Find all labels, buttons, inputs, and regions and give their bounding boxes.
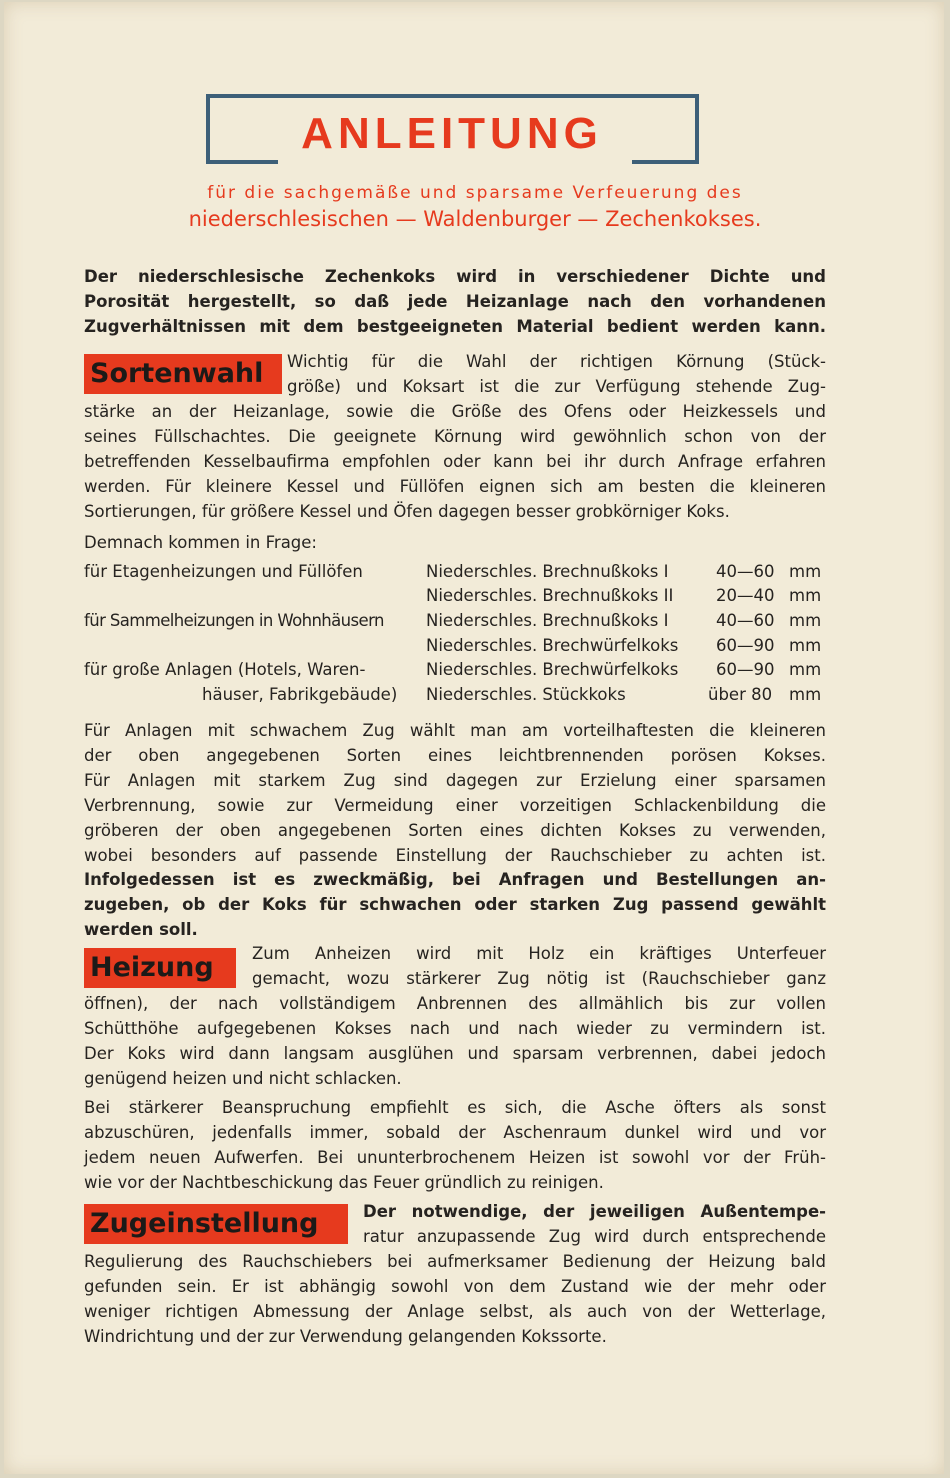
table-cell-size: 40—60 — [716, 611, 775, 630]
paragraph-line: werden soll. — [84, 920, 198, 939]
table-cell-product: Niederschles. Brechnußkoks II — [426, 586, 674, 605]
paragraph-line: größe) und Koksart ist die zur Verfügung stehende Zug- — [287, 377, 826, 396]
paragraph-line: wie vor der Nachtbeschickung das Feuer gründlich zu reinigen. — [84, 1173, 604, 1192]
table-cell-product: Niederschles. Brechwürfelkoks — [426, 636, 679, 655]
paragraph-line: werden. Für kleinere Kessel und Füllöfen eignen sich am besten die kleineren — [84, 477, 826, 496]
page-title: ANLEITUNG — [301, 109, 603, 158]
paragraph-line: weniger richtigen Abmessung der Anlage selbst, als auch von der Wetterlage, — [84, 1302, 826, 1321]
table-cell-size: 40—60 — [716, 562, 775, 581]
table-cell-product: Niederschles. Brechwürfelkoks — [426, 660, 679, 679]
table-cell-product: Niederschles. Brechnußkoks I — [426, 611, 669, 630]
intro-line: Porosität hergestellt, so daß jede Heizanlage nach den vorhandenen — [84, 292, 826, 311]
table-cell-size: 20—40 — [716, 586, 775, 605]
table-cell-product: Niederschles. Brechnußkoks I — [426, 562, 669, 581]
paragraph-line: ratur anzupassende Zug wird durch entsprechende — [363, 1227, 826, 1246]
paragraph-line: der oben angegebenen Sorten eines leichtbrennenden porösen Kokses. — [84, 746, 826, 765]
paragraph-line: Bei stärkerer Beanspruchung empfiehlt es sich, die Asche öfters als sonst — [84, 1098, 826, 1117]
paragraph-line: Für Anlagen mit starkem Zug sind dagegen zur Erzielung einer sparsamen — [84, 771, 826, 790]
paragraph-line: gröberen der oben angegebenen Sorten eines dichten Kokses zu verwenden, — [84, 821, 826, 840]
paragraph-line: betreffenden Kesselbaufirma empfohlen oder kann bei ihr durch Anfrage erfahren — [84, 452, 826, 471]
paragraph-line: Schütthöhe aufgegebenen Kokses nach und nach wieder zu vermindern ist. — [84, 1019, 826, 1038]
paragraph-line: gefunden sein. Er ist abhängig sowohl von dem Zustand wie der mehr oder — [84, 1277, 826, 1296]
table-cell-unit: mm — [789, 660, 822, 679]
paragraph-line: wobei besonders auf passende Einstellung der Rauchschieber zu achten ist. — [84, 846, 826, 865]
table-cell-use: für große Anlagen (Hotels, Waren- — [84, 660, 366, 679]
paragraph-line: Windrichtung und der zur Verwendung gelangenden Kokssorte. — [84, 1327, 607, 1346]
table-cell-unit: mm — [789, 586, 822, 605]
section-heading-heizung: Heizung — [84, 948, 236, 988]
table-cell-unit: mm — [789, 562, 822, 581]
paragraph-line: seines Füllschachtes. Die geeignete Körnung wird gewöhnlich schon von der — [84, 427, 826, 446]
paragraph-line: jedem neuen Aufwerfen. Bei ununterbrochenem Heizen ist sowohl vor der Früh- — [84, 1148, 826, 1167]
paragraph-line: genügend heizen und nicht schlacken. — [84, 1069, 402, 1088]
paragraph-line: Zum Anheizen wird mit Holz ein kräftiges Unterfeuer — [252, 944, 826, 963]
paragraph-line: Demnach kommen in Frage: — [84, 533, 317, 552]
section-heading-zugeinstellung: Zugeinstellung — [84, 1204, 348, 1244]
section-heading-sortenwahl: Sortenwahl — [84, 354, 282, 394]
paragraph-line: Für Anlagen mit schwachem Zug wählt man am vorteilhaftesten die kleineren — [84, 721, 826, 740]
paragraph-line: zugeben, ob der Koks für schwachen oder starken Zug passend gewählt — [84, 895, 826, 914]
paragraph-line: Der Koks wird dann langsam ausglühen und sparsam verbrennen, dabei jedoch — [84, 1044, 826, 1063]
table-cell-size: 60—90 — [716, 660, 775, 679]
paragraph-line: gemacht, wozu stärkerer Zug nötig ist (Rauchschieber ganz — [252, 969, 826, 988]
paragraph-line: öffnen), der nach vollständigem Anbrennen des allmählich bis zur vollen — [84, 994, 826, 1013]
subtitle-line-1: für die sachgemäße und sparsame Verfeuerung des — [207, 183, 743, 203]
intro-line: Zugverhältnissen mit dem bestgeeigneten Material bedient werden kann. — [84, 317, 826, 336]
table-cell-unit: mm — [789, 685, 822, 704]
table-cell-size: 60—90 — [716, 636, 775, 655]
table-cell-size: über 80 — [708, 685, 773, 704]
paragraph-line: stärke an der Heizanlage, sowie die Größe des Ofens oder Heizkessels und — [84, 402, 826, 421]
table-cell-product: Niederschles. Stückkoks — [426, 685, 626, 704]
intro-line: Der niederschlesische Zechenkoks wird in verschiedener Dichte und — [84, 267, 826, 286]
paragraph-line: Infolgedessen ist es zweckmäßig, bei Anfragen und Bestellungen an- — [84, 870, 826, 889]
table-cell-use: für Sammelheizungen in Wohnhäusern — [84, 611, 384, 630]
table-cell-unit: mm — [789, 636, 822, 655]
table-cell-use: häuser, Fabrikgebäude) — [202, 685, 398, 704]
paragraph-line: Sortierungen, für größere Kessel und Öfen dagegen besser grobkörniger Koks. — [84, 502, 730, 521]
paragraph-line: abzuschüren, jedenfalls immer, sobald der Aschenraum dunkel wird und vor — [84, 1123, 826, 1142]
paragraph-line: Verbrennung, sowie zur Vermeidung einer vorzeitigen Schlackenbildung die — [84, 796, 826, 815]
paragraph-line: Wichtig für die Wahl der richtigen Körnung (Stück- — [287, 352, 826, 371]
subtitle-line-2: niederschlesischen — Waldenburger — Zechenkokses. — [188, 207, 762, 231]
table-cell-unit: mm — [789, 611, 822, 630]
paragraph-line: Regulierung des Rauchschiebers bei aufmerksamer Bedienung der Heizung bald — [84, 1252, 826, 1271]
title-frame-underline-left — [206, 160, 278, 164]
paragraph-line: Der notwendige, der jeweiligen Außentempe- — [363, 1202, 826, 1221]
title-frame-underline-right — [632, 160, 699, 164]
table-cell-use: für Etagenheizungen und Füllöfen — [84, 562, 363, 581]
